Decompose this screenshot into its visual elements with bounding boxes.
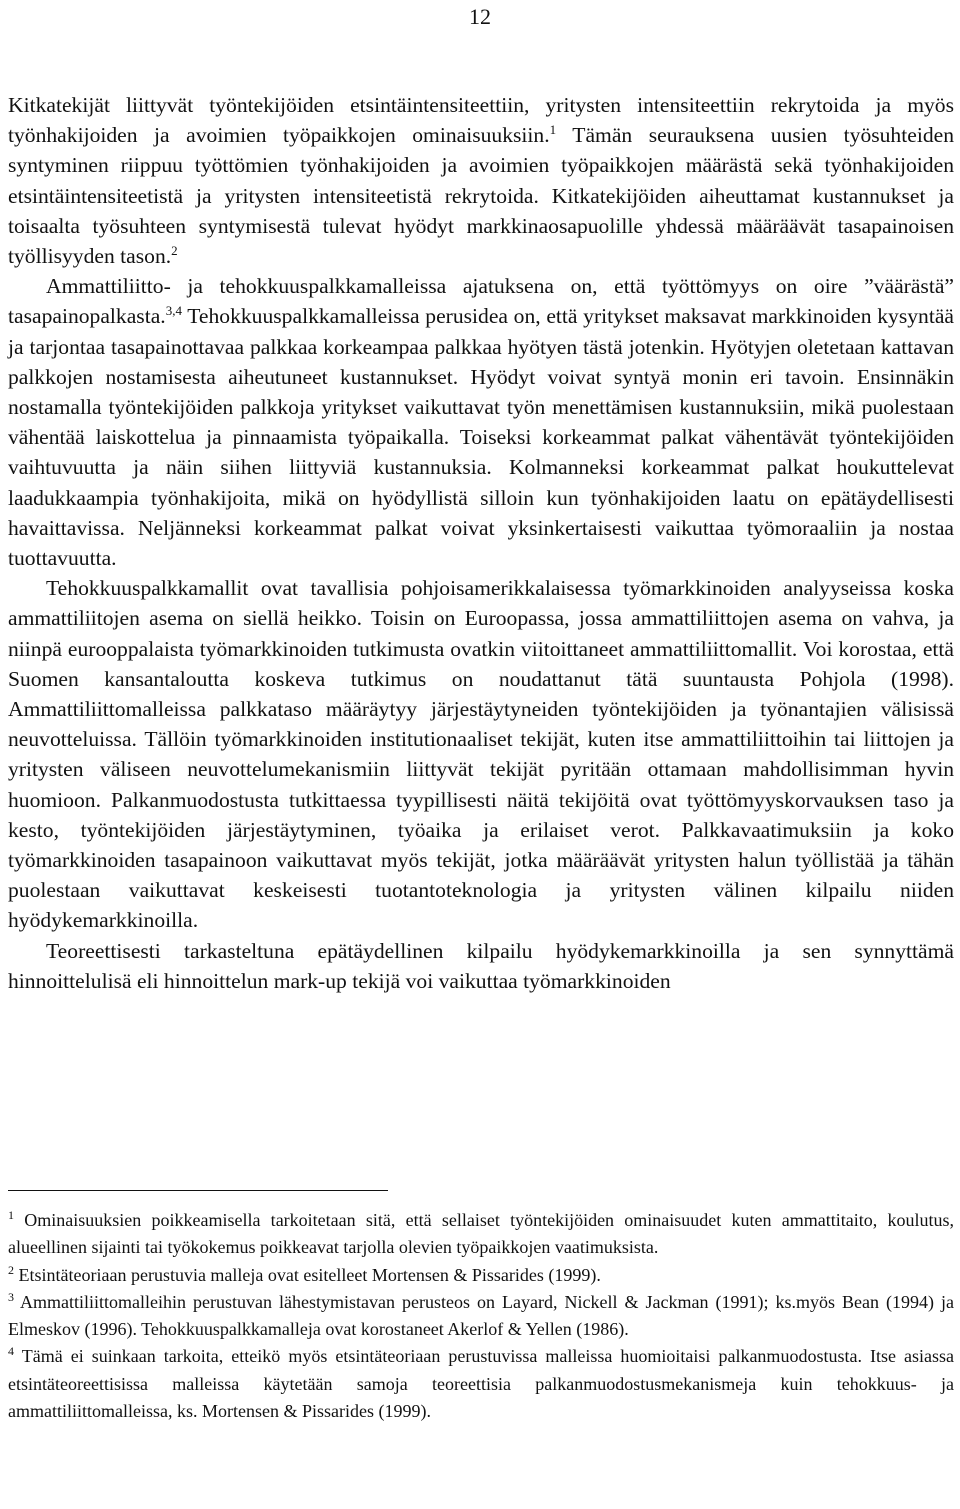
paragraph-1 (8, 90, 954, 271)
paragraph-4-text: Teoreettisesti tarkasteltuna epätäydellinen kilpailu hyödykemarkkinoilla ja sen synnyttämä hinnoittelulisä eli hinnoittelun mark-up tekijä voi vaikuttaa työmarkkinoiden (8, 938, 954, 993)
footnote-3 (8, 1289, 954, 1344)
footnote-text: Etsintäteoriaan perustuvia malleja ovat esitelleet Mortensen & Pissarides (1999). (14, 1264, 601, 1285)
paragraph-1-text-a: Kitkatekijät liittyvät työntekijöiden etsintäintensiteettiin, yritysten intensiteettiin rekrytoida ja myös työnhakijoiden ja avoimien työpaikkojen ominaisuuksiin. (8, 93, 954, 148)
footnotes (8, 1207, 954, 1425)
paragraph-3 (8, 573, 954, 935)
footnote-2 (8, 1262, 954, 1289)
paragraph-1-text-b: Tämän seurauksena uusien työsuhteiden syntyminen riippuu työttömien työnhakijoiden ja avoimien työpaikkojen määrästä sekä työnhakijoiden etsintäintensiteetistä ja yritysten intensiteetistä rekrytoida. Kitkatekijöiden aiheuttamat kustannukset ja toisaalta työsuhteen syntymisestä tulevat hyödyt markkinaosapuolille yhdessä määräävät tasapainoisen työllisyyden tason. (8, 123, 954, 269)
paragraph-2-text-a: Ammattiliitto- ja tehokkuuspalkkamalleissa ajatuksena on, että työttömyys on oire ”väärästä” tasapainopalkasta. (8, 274, 954, 329)
footnote-mark: 3 (8, 1289, 14, 1304)
footnote-ref-2: 2 (171, 243, 178, 259)
footnote-ref-3-4: 3,4 (165, 303, 182, 319)
body-text (8, 90, 954, 996)
page-number: 12 (469, 4, 491, 29)
paragraph-2 (8, 271, 954, 573)
footnote-separator (8, 1190, 388, 1191)
footnote-text: Tämä ei suinkaan tarkoita, etteikö myös etsintäteoriaan perustuvissa malleissa huomioitaisi palkanmuodostusta. Itse asiassa etsintäteoreettisissa malleissa käytetään samoja teoreettisia palkanmuodostusmekanismeja kuin tehokkuus- ja ammattiliittomalleissa, ks. Mortensen & Pissarides (1999). (8, 1346, 954, 1422)
footnote-text: Ominaisuuksien poikkeamisella tarkoitetaan sitä, että sellaiset työntekijöiden ominaisuudet kuten ammattitaito, koulutus, alueellinen sijainti tai työkokemus poikkeavat tarjolla olevien työpaikkojen vaatimuksista. (8, 1210, 954, 1258)
footnote-mark: 4 (8, 1344, 14, 1359)
paragraph-3-text: Tehokkuuspalkkamallit ovat tavallisia pohjoisamerikkalaisessa työmarkkinoiden analyyseissa koska ammattiliitojen asema on siellä heikko. Toisin on Euroopassa, jossa ammattiliittojen asema on vahva, ja niinpä eurooppalaista työmarkkinoiden tutkimusta ovatkin viitoittaneet ammattiliittomallit. Voi korostaa, että Suomen kansantaloutta koskeva tutkimus on noudattanut tätä suuntausta Pohjola (1998). Ammattiliittomalleissa palkkataso määräytyy järjestäytyneiden työntekijöiden ja työnantajien välisissä neuvotteluissa. Tällöin työmarkkinoiden institutionaaliset tekijät, kuten itse ammattiliittoihin tai liittojen ja yritysten väliseen neuvottelumekanismiin liittyvät tekijät pyritään ottamaan mahdollisimman hyvin huomioon. Palkanmuodostusta tutkittaessa tyypillisesti näitä tekijöitä ovat työttömyyskorvauksen taso ja kesto, työntekijöiden järjestäytyminen, työaika ja erilaiset verot. Palkkavaatimuksiin ja koko työmarkkinoiden tasapainoon vaikuttavat myös tekijät, jotka määräävät yritysten halun työllistää ja tähän puolestaan vaikuttavat keskeisesti tuotantoteknologia ja yritysten välinen kilpailu niiden hyödykemarkkinoilla. (8, 576, 954, 933)
footnote-4 (8, 1343, 954, 1425)
footnote-mark: 1 (8, 1208, 14, 1222)
paragraph-4 (8, 936, 954, 996)
footnote-mark: 2 (8, 1262, 14, 1277)
footnote-ref-1: 1 (549, 122, 557, 138)
footnote-text: Ammattiliittomalleihin perustuvan lähestymistavan perusteos on Layard, Nickell & Jackman (1991); ks.myös Bean (1994) ja Elmeskov (1996). Tehokkuuspalkkamalleja ovat korostaneet Akerlof & Yellen (1986). (8, 1291, 954, 1340)
footnote-1 (8, 1207, 954, 1262)
paragraph-2-text-b: Tehokkuuspalkkamalleissa perusidea on, että yritykset maksavat markkinoiden kysyntää ja tarjontaa tasapainottavaa palkkaa korkeampaa palkkaa hyötyen tästä jotenkin. Hyötyjen oletetaan kattavan palkkojen nostamisesta aiheutuneet kustannukset. Hyödyt voivat syntyä monin eri tavoin. Ensinnäkin nostamalla työntekijöiden palkkoja yritykset vaikuttavat työn menettämisen kustannuksiin, mikä puolestaan vähentää laiskottelua ja pinnaamista työpaikalla. Toiseksi korkeammat palkat vähentävät työntekijöiden vaihtuvuutta ja näin siihen liittyviä kustannuksia. Kolmanneksi korkeammat palkat houkuttelevat laadukkaampia työnhakijoita, mikä on hyödyllistä silloin kun työnhakijoiden laatu on epätäydellisesti havaittavissa. Neljänneksi korkeammat palkat voivat yksinkertaisesti vaikuttaa työmoraaliin ja nostaa tuottavuutta. (8, 304, 954, 571)
